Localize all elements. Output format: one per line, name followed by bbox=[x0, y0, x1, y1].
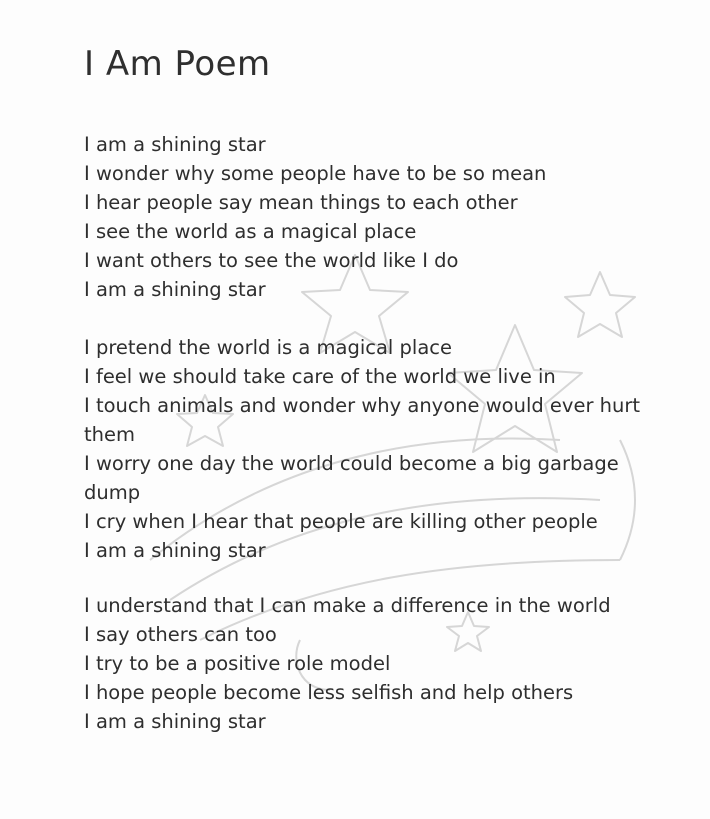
poem-line: I hear people say mean things to each other bbox=[84, 191, 518, 214]
poem-line: I am a shining star bbox=[84, 539, 266, 562]
page-title: I Am Poem bbox=[84, 44, 271, 84]
poem-line: I am a shining star bbox=[84, 278, 266, 301]
poem-line: I am a shining star bbox=[84, 710, 266, 733]
stanza-2 bbox=[84, 333, 644, 565]
poem-line: I am a shining star bbox=[84, 133, 266, 156]
poem-line: I cry when I hear that people are killing other people bbox=[84, 510, 598, 533]
poem-line: I feel we should take care of the world we live in bbox=[84, 365, 556, 388]
poem-line: I try to be a positive role model bbox=[84, 652, 391, 675]
stanza-1 bbox=[84, 130, 644, 304]
poem-line: I touch animals and wonder why anyone would ever hurt bbox=[84, 394, 641, 417]
poem-line: I say others can too bbox=[84, 623, 277, 646]
poem-line: I understand that I can make a difference in the world bbox=[84, 594, 611, 617]
poem-line: I want others to see the world like I do bbox=[84, 249, 459, 272]
poem-line: I wonder why some people have to be so mean bbox=[84, 162, 547, 185]
poem-line: I see the world as a magical place bbox=[84, 220, 417, 243]
poem-line: I pretend the world is a magical place bbox=[84, 336, 452, 359]
poem-line: them bbox=[84, 423, 135, 446]
poem-line: I hope people become less selfish and help others bbox=[84, 681, 574, 704]
poem-line: dump bbox=[84, 481, 141, 504]
poem-line: I worry one day the world could become a big garbage bbox=[84, 452, 619, 475]
stanza-3 bbox=[84, 591, 644, 736]
